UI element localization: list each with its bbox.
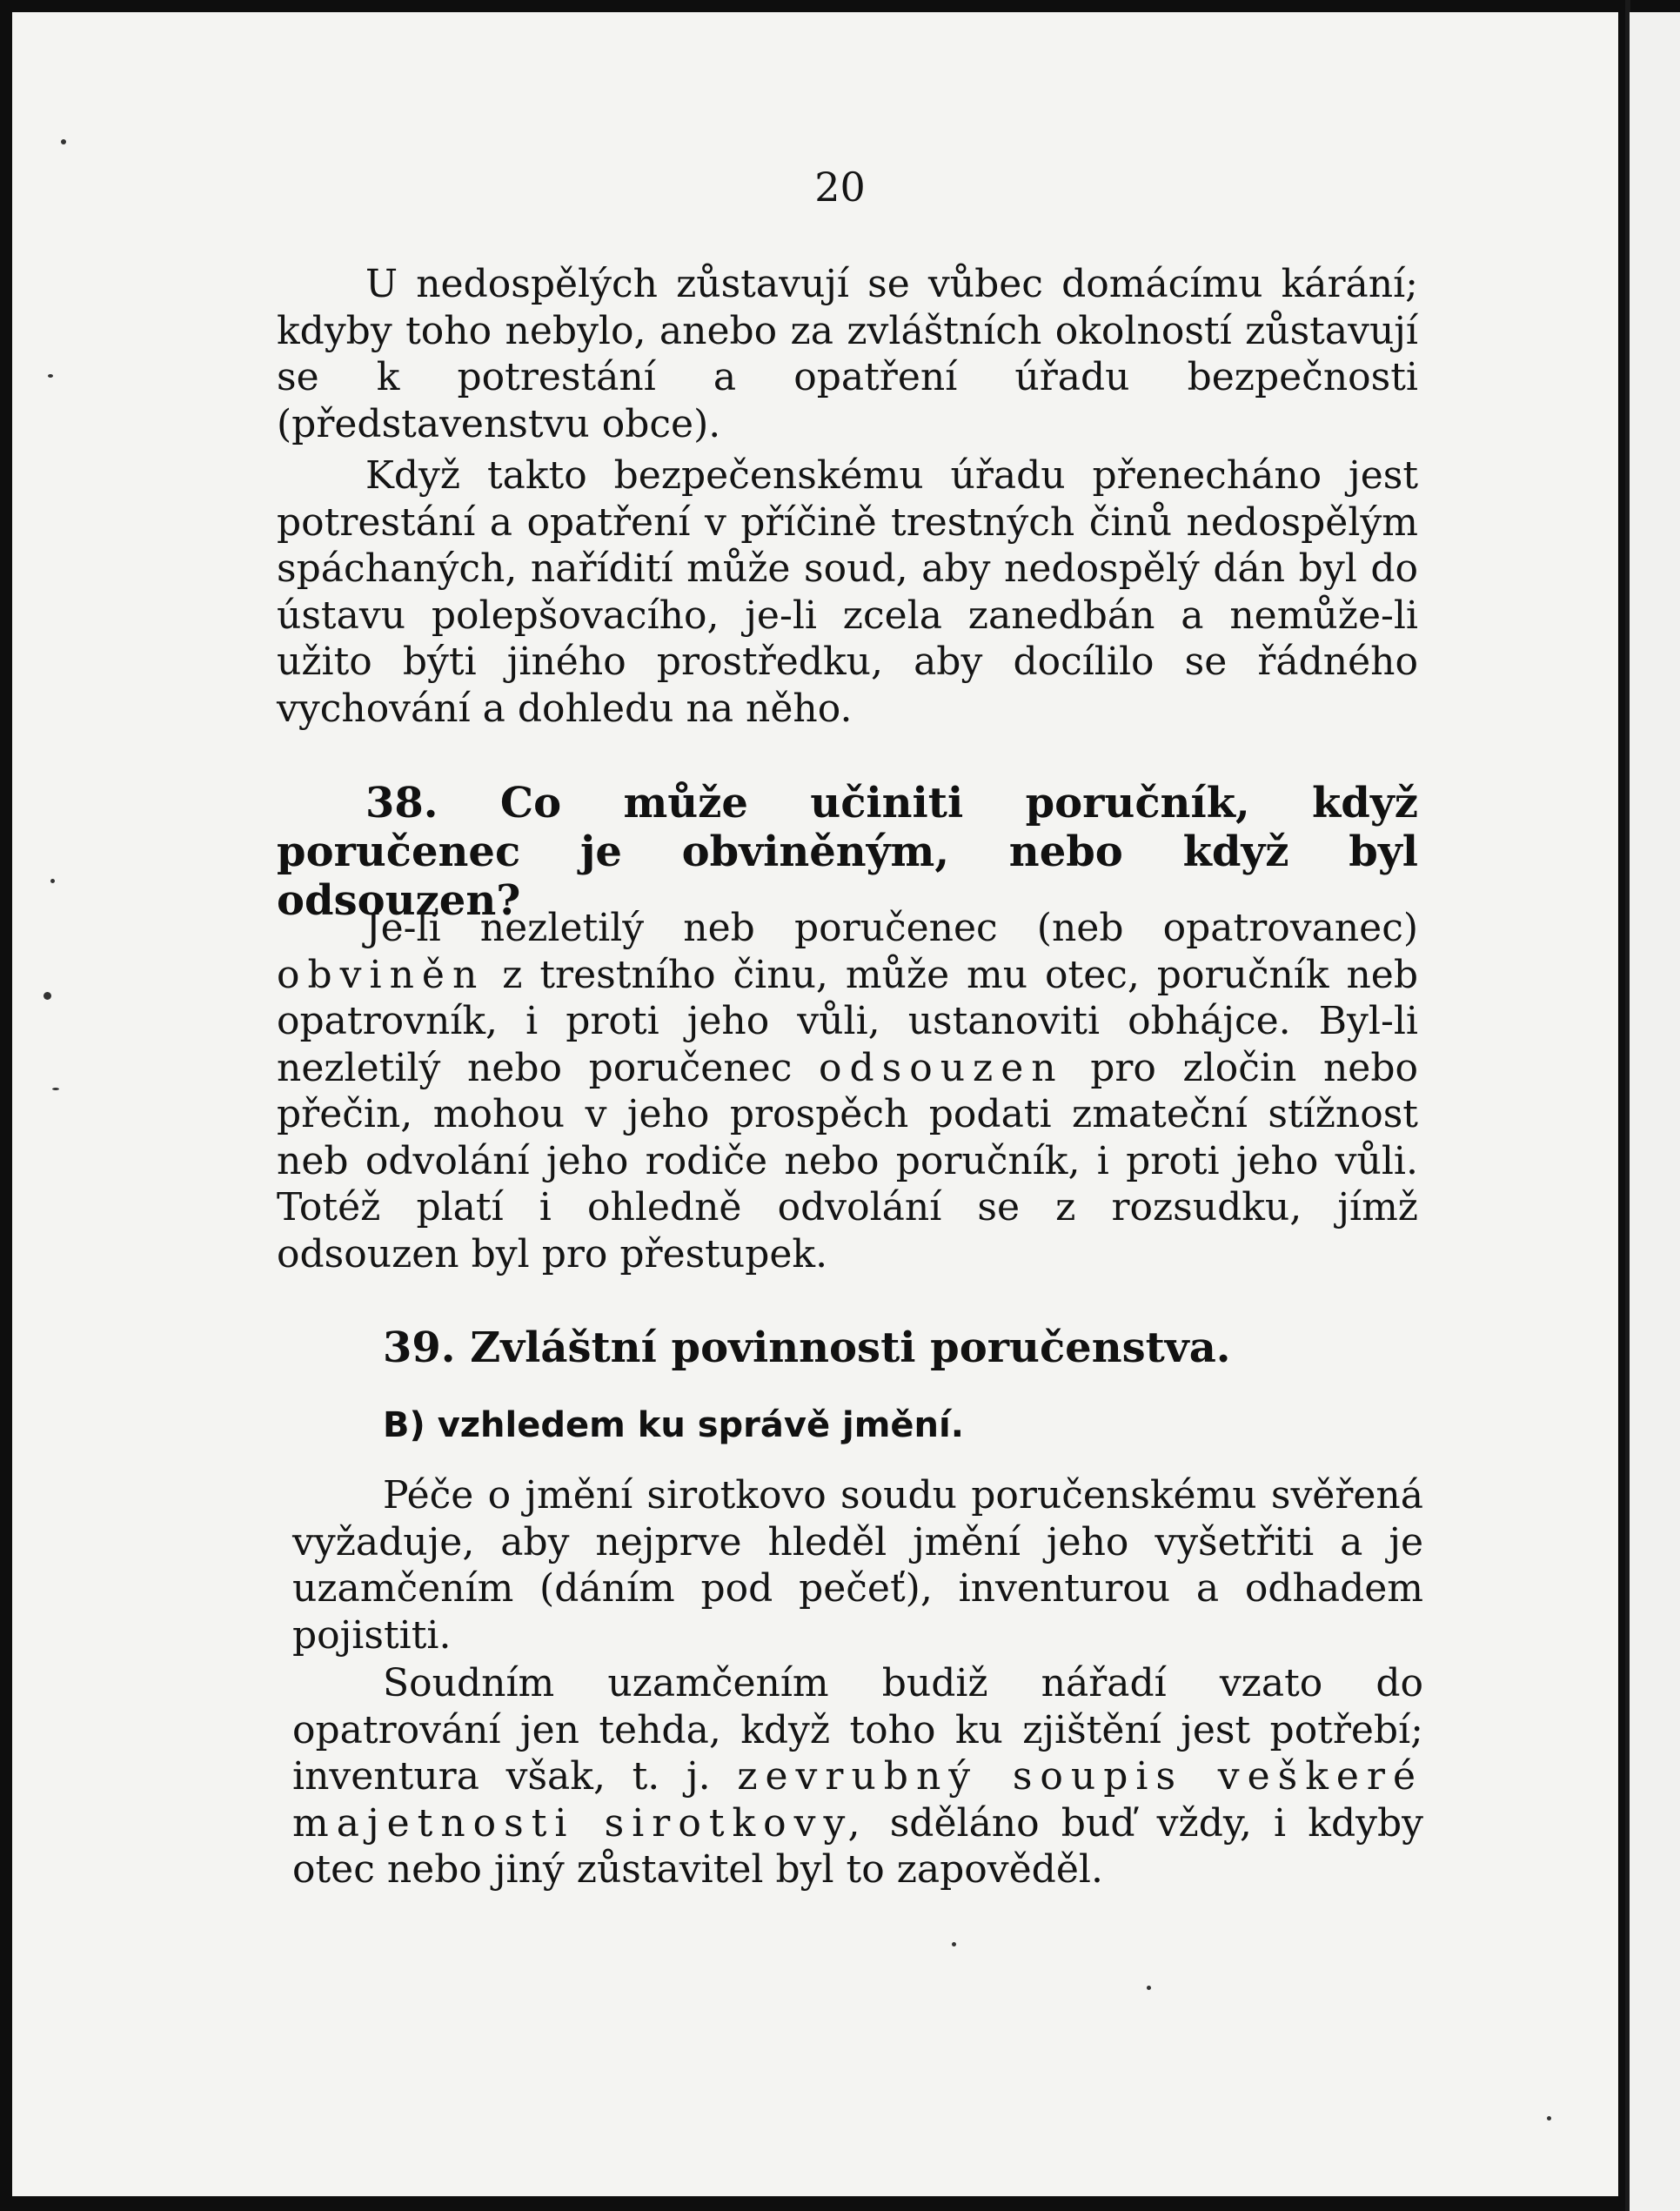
paragraph-minors-discipline: U nedospělých zůstavují se vůbec domácímu kárání; kdyby toho nebylo, anebo za zvláštních okolností zůstavují se k potrestání a opatření úřadu bezpečnosti (představenstvu obce). [277, 262, 1418, 446]
emphasis-obvinen: obviněn [277, 952, 485, 997]
scan-speck [52, 1088, 59, 1090]
section-39-subheading: B) vzhledem ku správě jmění. [383, 1405, 964, 1445]
scan-speck [1147, 1986, 1151, 1990]
section-39-heading: 39. Zvláštní povinnosti poručenstva. [383, 1323, 1231, 1372]
paragraph-inventory [292, 1660, 1423, 1893]
scan-speck [61, 139, 66, 144]
paragraph-defense-appeal [277, 905, 1418, 1277]
scan-speck [952, 1942, 956, 1946]
scan-speck [1547, 2116, 1551, 2121]
adjacent-page-edge [1630, 12, 1680, 2211]
paragraph-defense-appeal-part-2: z trestního činu, může mu otec, poručník neb opatrovník, i proti jeho vůli, ustanoviti obhájce. Byl-li nezletilý nebo poručenec [277, 952, 1418, 1090]
section-38-heading: 38. Co může učiniti poručník, když poručenec je obviněným, nebo když byl odsouzen? [277, 779, 1418, 925]
emphasis-odsouzen: odsouzen [818, 1045, 1064, 1090]
paragraph-defense-appeal-part-3: pro zločin nebo přečin, mohou v jeho prospěch podati zmateční stížnost neb odvolání jeho rodiče nebo poručník, i proti jeho vůli. Totéž platí i ohledně odvolání se z rozsudku, jímž odsouzen byl pro přestupek. [277, 1045, 1418, 1276]
scan-speck [48, 374, 53, 378]
paragraph-inventory-part-2: sděláno buď vždy, i kdyby otec nebo jiný zůstavitel byl to zapověděl. [292, 1800, 1423, 1892]
paragraph-reformatory: Když takto bezpečenskému úřadu přenecháno jest potrestání a opatření v příčině trestných činů nedospělým spáchaných, nařídití může soud, aby nedospělý dán byl do ústavu polepšovacího, je-li zcela zanedbán a nemůže-li užito býti jiného prostředku, aby docílilo se řádného vychování a dohledu na něho. [277, 453, 1418, 731]
page-number: 20 [814, 164, 866, 211]
paragraph-inventory-part-1: Soudním uzamčením budiž nářadí vzato do opatrování jen tehda, když toho ku zjištění jest potřebí; inventura však, t. j. [292, 1661, 1423, 1799]
paragraph-defense-appeal-part-1: Je-li nezletilý neb poručenec (neb opatrovanec) [365, 906, 1418, 950]
paragraph-property-care: Péče o jmění sirotkovo soudu poručenskému svěřená vyžaduje, aby nejprve hleděl jmění jeho vyšetřiti a je uzamčením (dáním pod pečeť), inventurou a odhadem pojistiti. [292, 1473, 1423, 1658]
emphasis-soupis: zevrubný soupis veškeré majetnosti sirotkovy, [292, 1754, 1423, 1846]
scan-speck [44, 992, 51, 1000]
scan-speck [50, 879, 55, 883]
